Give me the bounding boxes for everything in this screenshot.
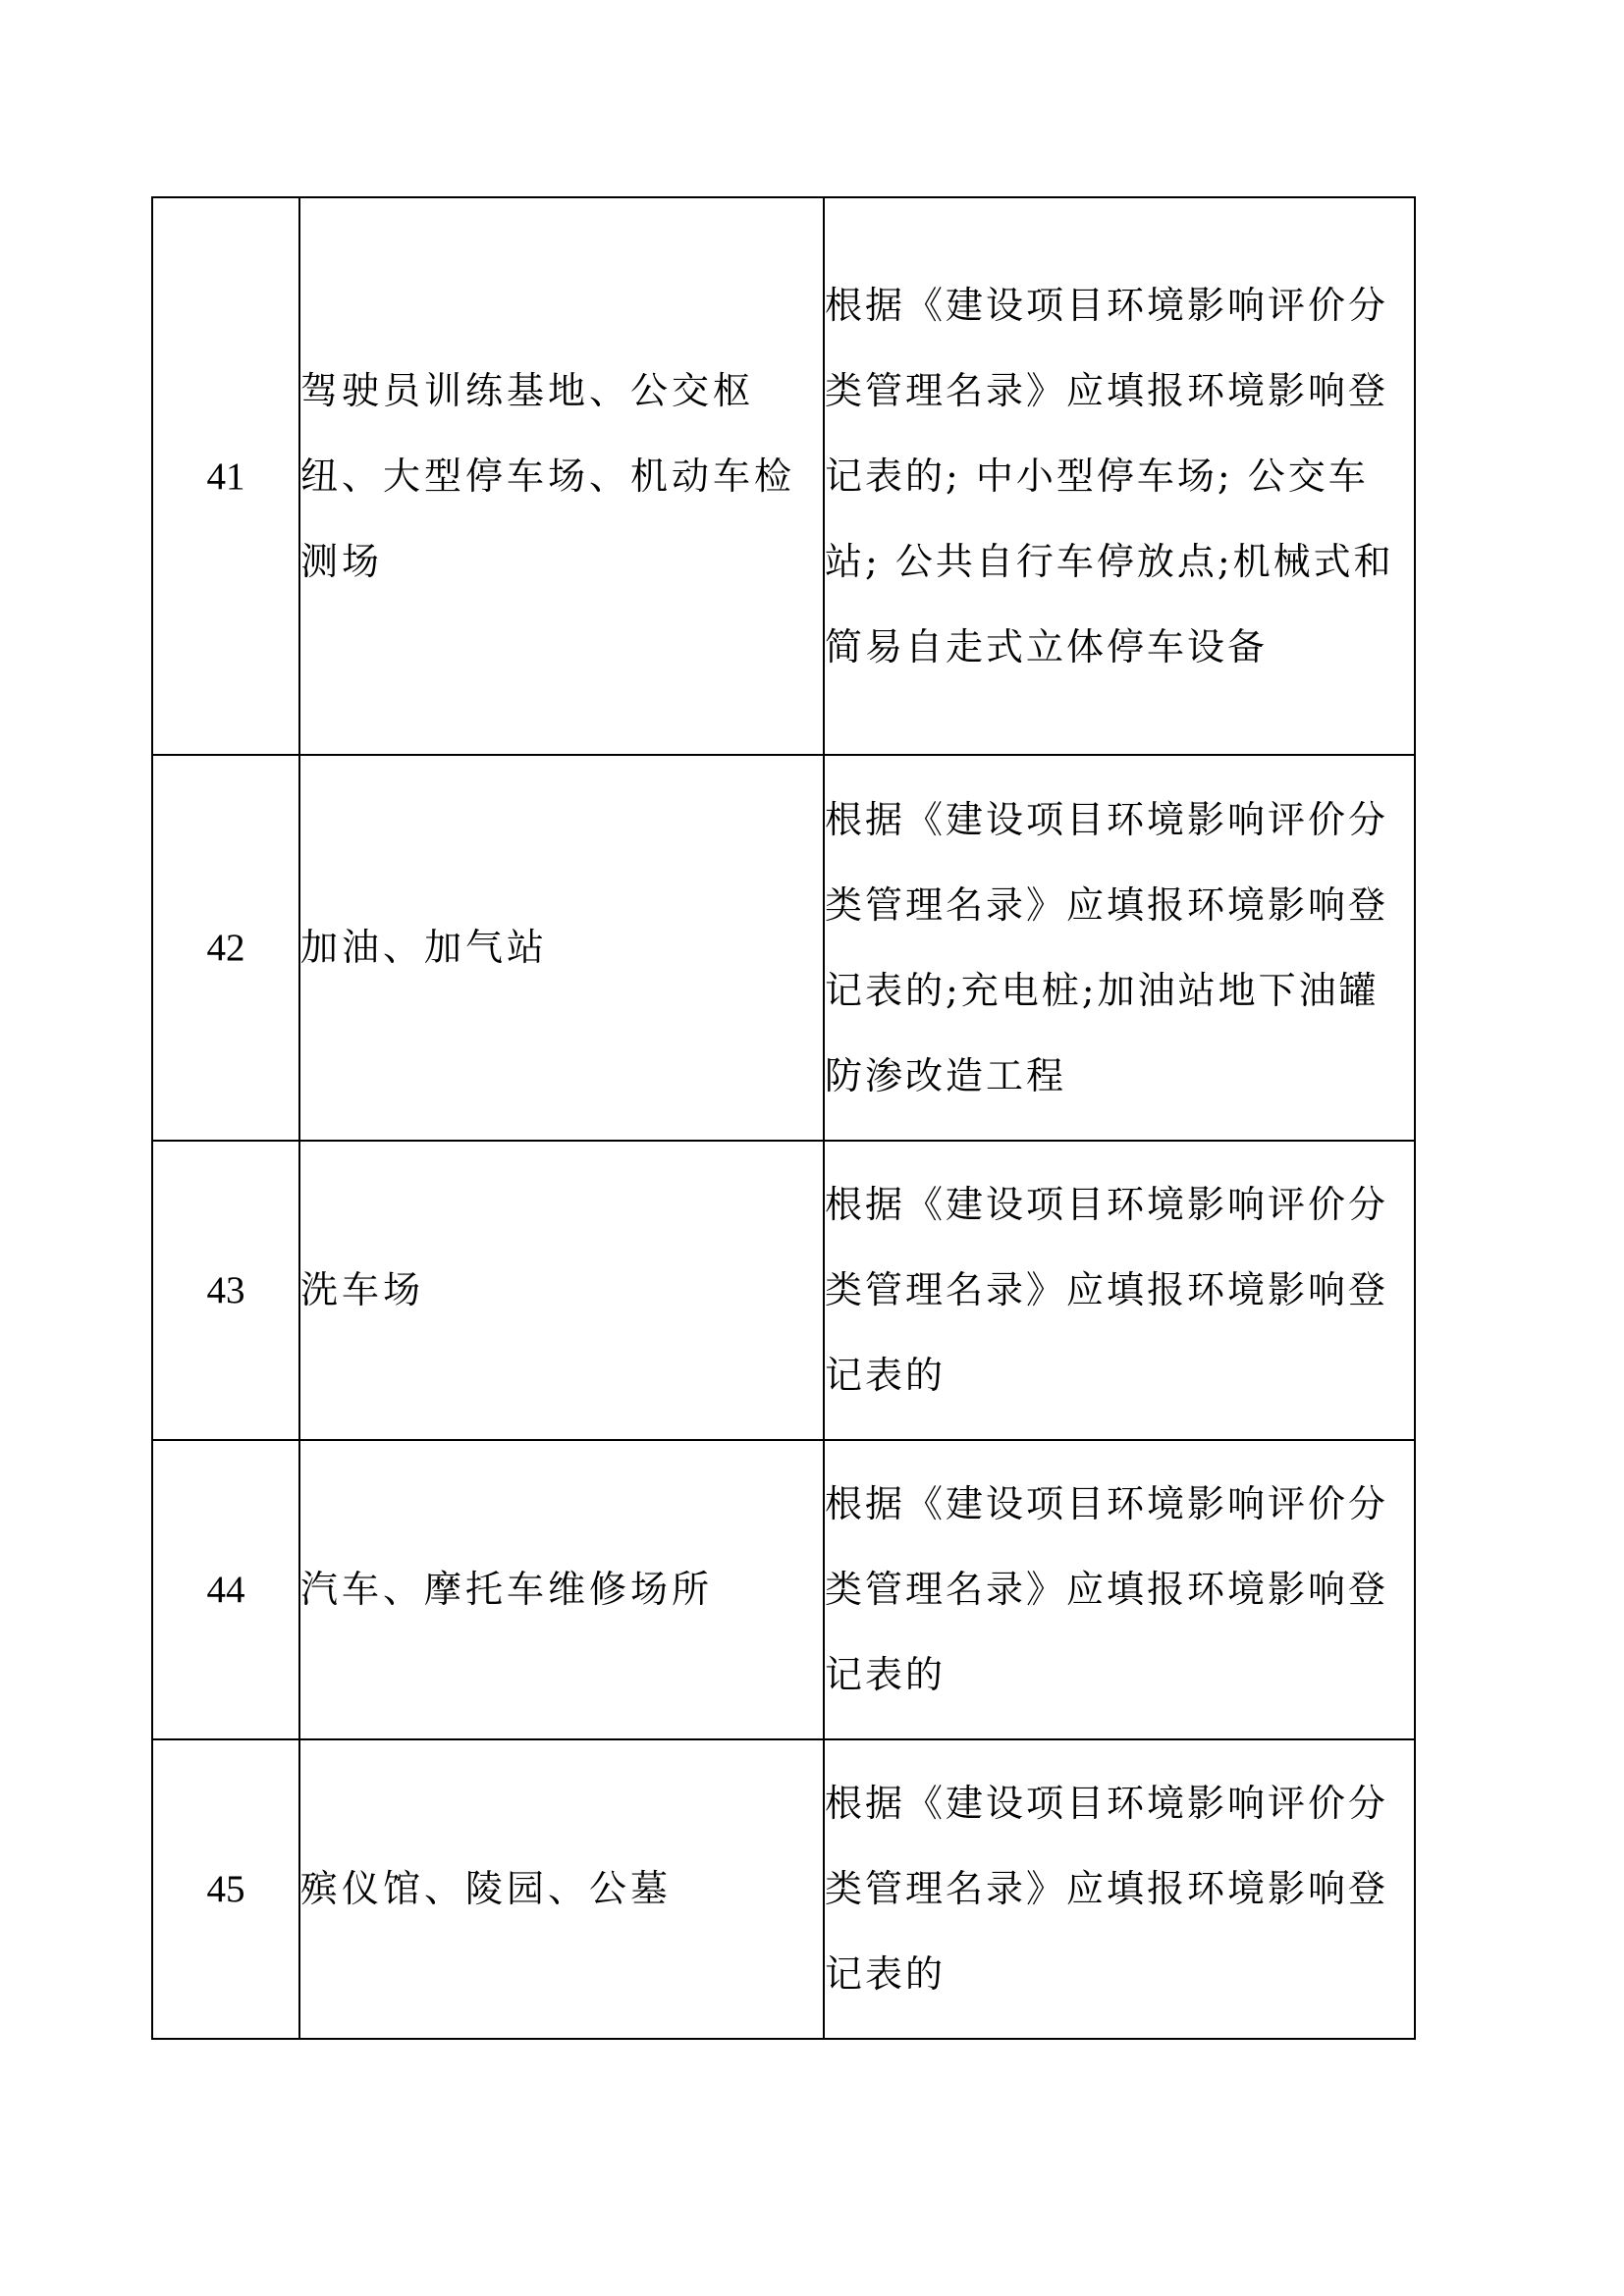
row-number: 42 [152, 755, 299, 1141]
table-row [152, 1141, 1415, 1440]
table-row [152, 755, 1415, 1141]
project-type-cell: 加油、加气站 [299, 755, 824, 1141]
condition-cell: 根据《建设项目环境影响评价分类管理名录》应填报环境影响登记表的 [824, 1440, 1415, 1739]
row-number: 43 [152, 1141, 299, 1440]
project-category-table [151, 196, 1416, 2040]
condition-cell: 根据《建设项目环境影响评价分类管理名录》应填报环境影响登记表的 [824, 1141, 1415, 1440]
condition-cell: 根据《建设项目环境影响评价分类管理名录》应填报环境影响登记表的;充电桩;加油站地下油罐防渗改造工程 [824, 755, 1415, 1141]
project-type-cell: 洗车场 [299, 1141, 824, 1440]
condition-cell: 根据《建设项目环境影响评价分类管理名录》应填报环境影响登记表的 [824, 1739, 1415, 2039]
table-row [152, 1440, 1415, 1739]
row-number: 44 [152, 1440, 299, 1739]
project-type-cell: 驾驶员训练基地、公交枢纽、大型停车场、机动车检测场 [299, 197, 824, 755]
project-type-cell: 殡仪馆、陵园、公墓 [299, 1739, 824, 2039]
table-row [152, 197, 1415, 755]
row-number: 41 [152, 197, 299, 755]
row-number: 45 [152, 1739, 299, 2039]
project-type-cell: 汽车、摩托车维修场所 [299, 1440, 824, 1739]
table-row [152, 1739, 1415, 2039]
condition-cell: 根据《建设项目环境影响评价分类管理名录》应填报环境影响登记表的; 中小型停车场; 公交车站; 公共自行车停放点;机械式和简易自走式立体停车设备 [824, 197, 1415, 755]
